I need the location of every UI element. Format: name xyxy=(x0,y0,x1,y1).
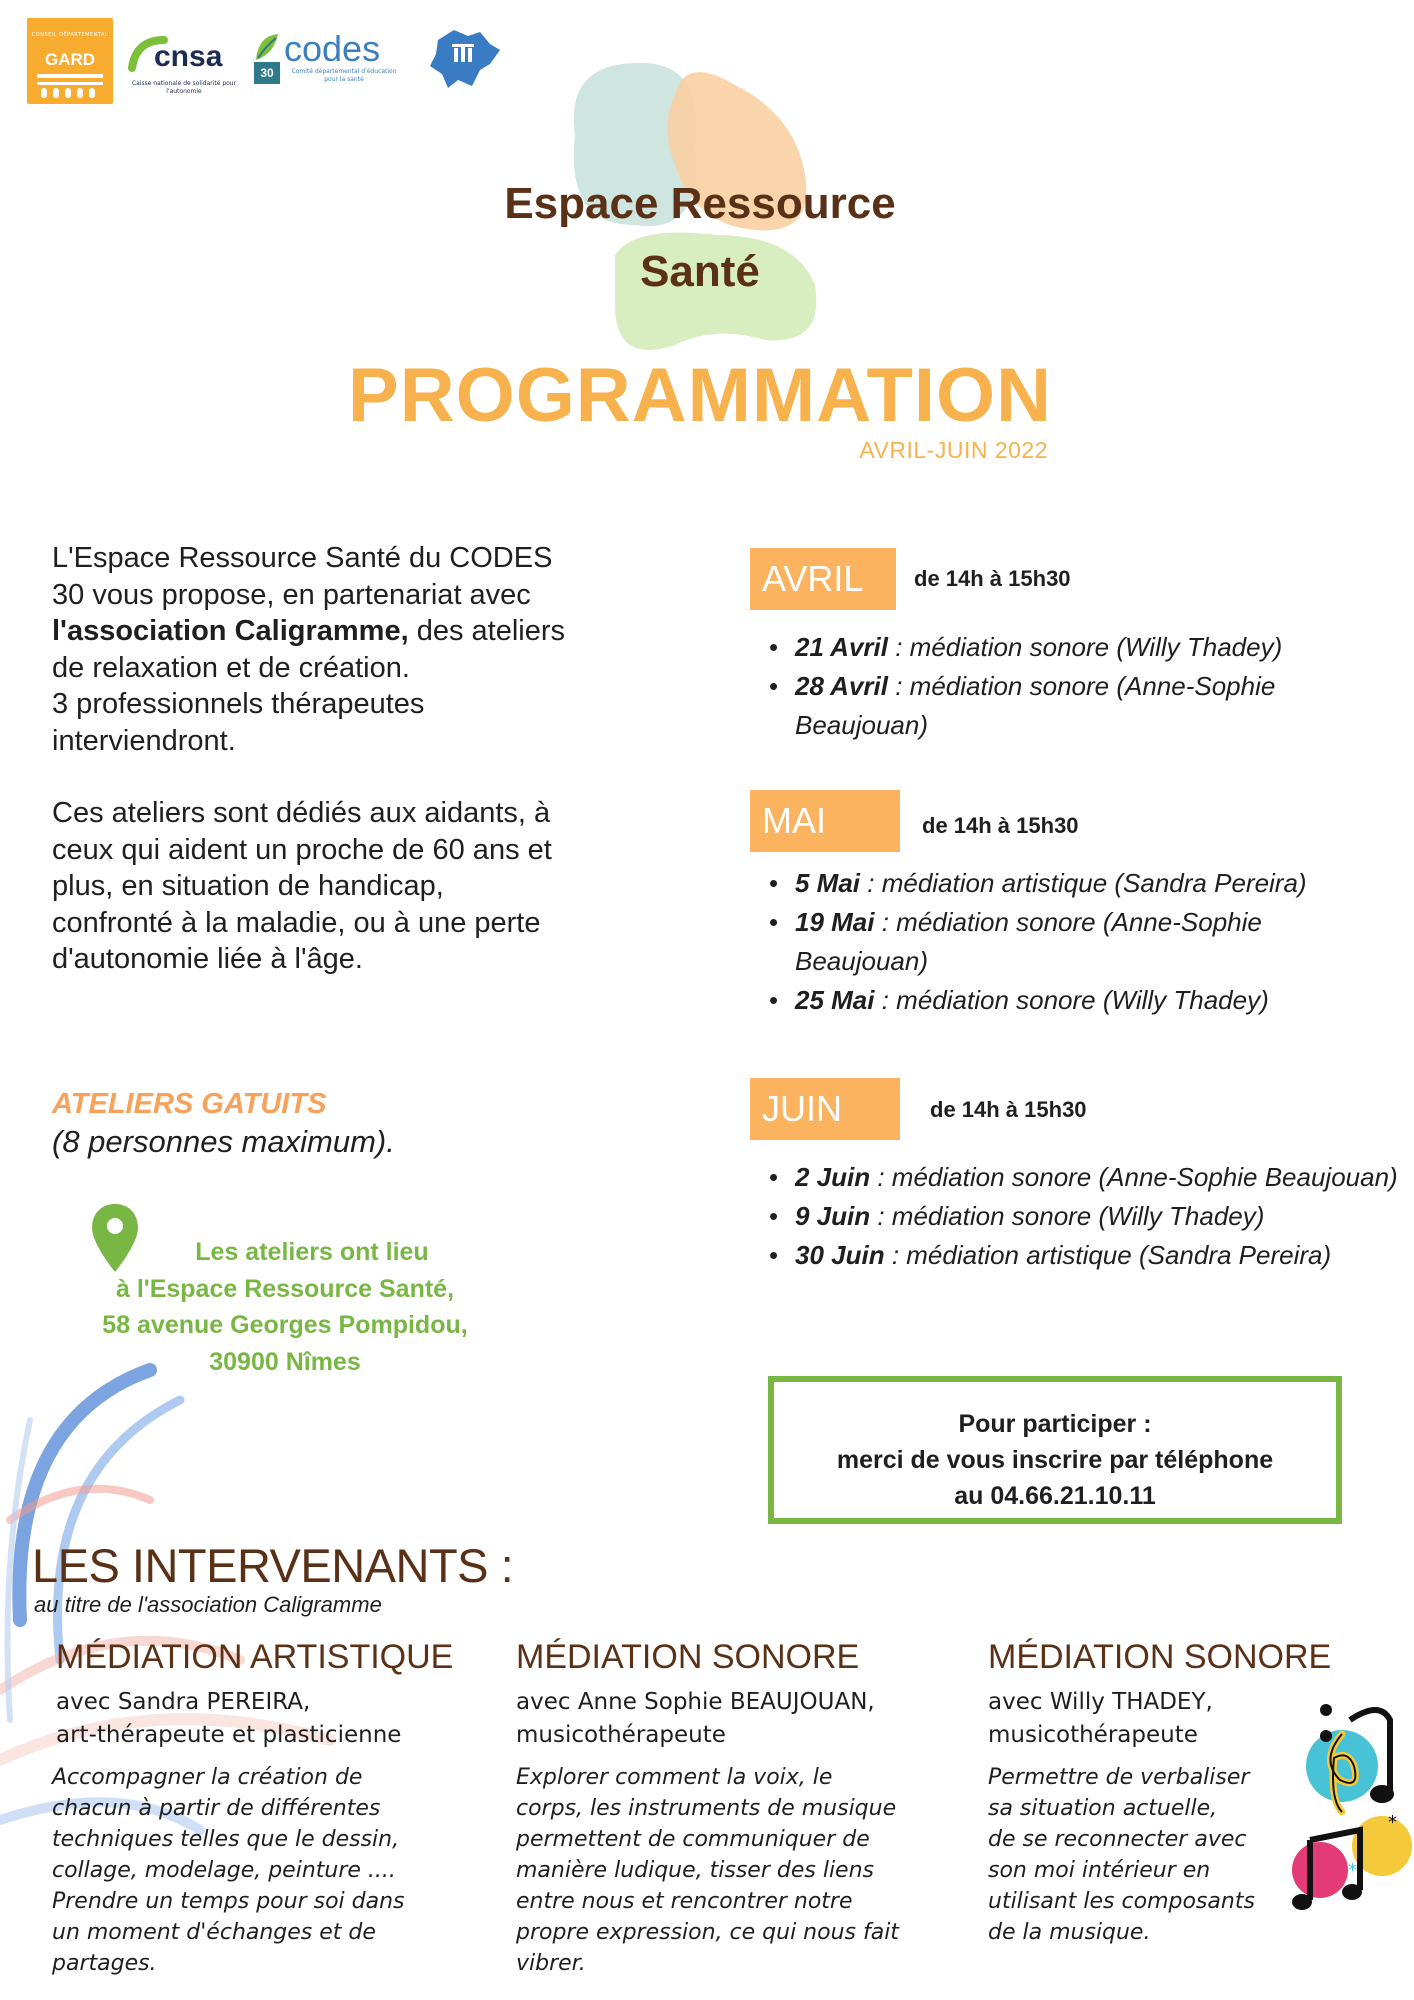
ateliers-gratuits-label: ATELIERS GATUITS xyxy=(52,1088,327,1120)
intervenant-1-title: MÉDIATION ARTISTIQUE xyxy=(56,1638,454,1676)
intervenant-3-description: Permettre de verbaliser sa situation actuelle, de se reconnecter avec son moi intérieur en utilisant les composants de la musique. xyxy=(988,1765,1255,1945)
month-mai-hours: de 14h à 15h30 xyxy=(922,813,1079,838)
event-item: • 25 Mai : médiation sonore (Willy Thadey) xyxy=(760,981,1380,1020)
intro-paragraph-1: L'Espace Ressource Santé du CODES 30 vous propose, en partenariat avec l'association Caligramme, des ateliers de relaxation et de création. 3 professionnels thérapeutes interviendront. xyxy=(52,542,565,757)
arena-icon xyxy=(37,74,103,98)
month-mai-events xyxy=(760,864,1380,1020)
intervenant-1-name: avec Sandra PEREIRA, art-thérapeute et plasticienne xyxy=(56,1689,402,1748)
max-people-note: (8 personnes maximum). xyxy=(52,1124,395,1159)
intervenant-1-description: Accompagner la création de chacun à partir de différentes techniques telles que le dessin, collage, modelage, peinture .... Prendre un temps pour soi dans un moment d'échanges et de partages. xyxy=(52,1765,405,1976)
phone-number[interactable]: au 04.66.21.10.11 xyxy=(954,1482,1156,1510)
codes-leaf-icon xyxy=(254,32,280,62)
music-notes-icon xyxy=(1290,1680,1414,1930)
month-avril-events xyxy=(760,628,1360,745)
month-juin-hours: de 14h à 15h30 xyxy=(930,1097,1087,1122)
region-map-logo xyxy=(424,24,504,96)
svg-text:*: * xyxy=(1348,1860,1357,1881)
event-item: • 2 Juin : médiation sonore (Anne-Sophie Beaujouan) xyxy=(760,1158,1400,1197)
cnsa-logo: cnsa Caisse nationale de solidarité pour l'autonomie xyxy=(124,26,234,104)
codes-logo: 30 codes Comité départemental d'éducation pour la santé xyxy=(250,28,400,96)
gard-logo: CONSEIL DÉPARTEMENTAL GARD xyxy=(27,18,113,104)
intervenant-2-description: Explorer comment la voix, le corps, les instruments de musique permettent de communiquer de manière ludique, tisser des liens entre nous et rencontrer notre propre expression, ce qui nous fait vibrer. xyxy=(516,1765,899,1976)
address-block: Les ateliers ont lieu à l'Espace Ressource Santé, 58 avenue Georges Pompidou, 30900 Nîmes xyxy=(102,1238,468,1376)
intro-paragraph-2: Ces ateliers sont dédiés aux aidants, à ceux qui aident un proche de 60 ans et plus, en situation de handicap, confronté à la maladie, ou à une perte d'autonomie liée à l'âge. xyxy=(52,797,552,975)
svg-text:*: * xyxy=(1388,1812,1397,1833)
month-avril-hours: de 14h à 15h30 xyxy=(914,566,1071,591)
intro-text xyxy=(52,540,572,978)
intervenant-2-name: avec Anne Sophie BEAUJOUAN, musicothérapeute xyxy=(516,1689,875,1748)
intervenant-2-title: MÉDIATION SONORE xyxy=(516,1638,860,1676)
event-item: • 5 Mai : médiation artistique (Sandra Pereira) xyxy=(760,864,1380,903)
programmation-heading: PROGRAMMATION xyxy=(348,353,1052,438)
event-item: • 19 Mai : médiation sonore (Anne-Sophie Beaujouan) xyxy=(760,903,1380,981)
association-name: l'association Caligramme, xyxy=(52,615,409,647)
event-item: • 28 Avril : médiation sonore (Anne-Sophie Beaujouan) xyxy=(760,667,1360,745)
month-juin-label: JUIN xyxy=(750,1078,900,1140)
intervenants-title: LES INTERVENANTS : xyxy=(32,1539,514,1592)
page-title: Espace Ressource Santé xyxy=(504,179,896,296)
period-label: AVRIL-JUIN 2022 xyxy=(859,437,1048,463)
intervenant-3-title: MÉDIATION SONORE xyxy=(988,1638,1332,1676)
event-item: • 21 Avril : médiation sonore (Willy Thadey) xyxy=(760,628,1360,667)
month-mai-label: MAI xyxy=(750,790,900,852)
month-avril-label: AVRIL xyxy=(750,548,896,610)
event-item: • 9 Juin : médiation sonore (Willy Thadey) xyxy=(760,1197,1400,1236)
intervenants-subtitle: au titre de l'association Caligramme xyxy=(34,1592,382,1617)
registration-box: Pour participer : merci de vous inscrire par téléphone au 04.66.21.10.11 xyxy=(768,1376,1342,1524)
month-juin-events xyxy=(760,1158,1400,1275)
intervenant-3-name: avec Willy THADEY, musicothérapeute xyxy=(988,1689,1213,1748)
event-item: • 30 Juin : médiation artistique (Sandra Pereira) xyxy=(760,1236,1400,1275)
